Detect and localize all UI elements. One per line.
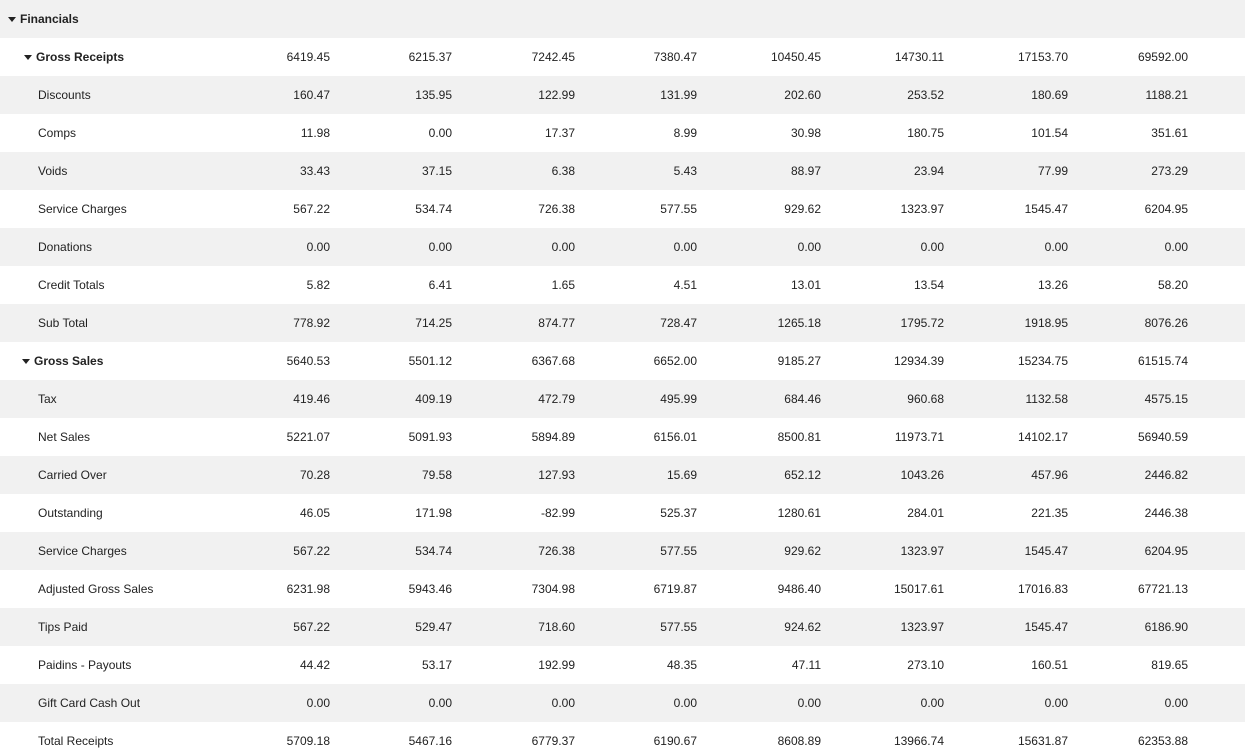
row-label-text: Gift Card Cash Out bbox=[38, 696, 141, 710]
total-cell: 2446.38 bbox=[1144, 506, 1188, 520]
row-label bbox=[38, 380, 57, 418]
total-cell: 56940.59 bbox=[1137, 430, 1188, 444]
value-cell: 70.28 bbox=[299, 468, 330, 482]
value-cell: 17.37 bbox=[544, 126, 575, 140]
row-label-text: Adjusted Gross Sales bbox=[38, 582, 154, 596]
value-cell: 171.98 bbox=[415, 506, 452, 520]
value-cell: 10450.45 bbox=[770, 50, 821, 64]
value-cell: 0.00 bbox=[428, 240, 452, 254]
value-cell: 1918.95 bbox=[1024, 316, 1068, 330]
value-cell: 11.98 bbox=[300, 126, 330, 140]
value-cell: 13.54 bbox=[913, 278, 944, 292]
value-cell: 8500.81 bbox=[777, 430, 821, 444]
value-cell: 728.47 bbox=[660, 316, 697, 330]
table-row-outstanding bbox=[0, 494, 1245, 532]
value-cell: 160.51 bbox=[1031, 658, 1068, 672]
value-cell: 13.01 bbox=[790, 278, 821, 292]
value-cell: 30.98 bbox=[790, 126, 821, 140]
value-cell: 718.60 bbox=[538, 620, 575, 634]
row-label-text: Comps bbox=[38, 126, 77, 140]
value-cell: 0.00 bbox=[551, 696, 575, 710]
value-cell: 6231.98 bbox=[286, 582, 330, 596]
total-cell: 4575.15 bbox=[1144, 392, 1188, 406]
total-cell: 0.00 bbox=[1164, 696, 1188, 710]
value-cell: 1323.97 bbox=[900, 202, 944, 216]
value-cell: 44.42 bbox=[299, 658, 330, 672]
value-cell: 0.00 bbox=[797, 696, 821, 710]
value-cell: 33.43 bbox=[299, 164, 330, 178]
value-cell: 6367.68 bbox=[531, 354, 575, 368]
value-cell: 14730.11 bbox=[894, 50, 944, 64]
value-cell: 88.97 bbox=[790, 164, 821, 178]
value-cell: 37.15 bbox=[421, 164, 452, 178]
value-cell: 1545.47 bbox=[1024, 544, 1068, 558]
row-label-text: Total Receipts bbox=[38, 734, 114, 748]
total-cell: 351.61 bbox=[1151, 126, 1188, 140]
total-cell: 6204.95 bbox=[1144, 544, 1188, 558]
row-label bbox=[38, 456, 107, 494]
total-cell: 6204.95 bbox=[1144, 202, 1188, 216]
value-cell: 47.11 bbox=[791, 658, 821, 672]
value-cell: 180.75 bbox=[907, 126, 944, 140]
value-cell: 17016.83 bbox=[1017, 582, 1068, 596]
value-cell: 684.46 bbox=[784, 392, 821, 406]
row-label-text: Outstanding bbox=[38, 506, 103, 520]
section-title: Financials bbox=[20, 12, 79, 26]
value-cell: 9486.40 bbox=[777, 582, 821, 596]
value-cell: 6779.37 bbox=[531, 734, 575, 748]
value-cell: 929.62 bbox=[784, 544, 821, 558]
value-cell: 0.00 bbox=[551, 240, 575, 254]
value-cell: 0.00 bbox=[306, 696, 330, 710]
row-label bbox=[38, 114, 76, 152]
table-row-donations bbox=[0, 228, 1245, 266]
value-cell: 924.62 bbox=[784, 620, 821, 634]
value-cell: 127.93 bbox=[538, 468, 575, 482]
value-cell: 7380.47 bbox=[653, 50, 697, 64]
value-cell: 714.25 bbox=[415, 316, 452, 330]
row-label bbox=[38, 684, 140, 722]
value-cell: 726.38 bbox=[538, 544, 575, 558]
value-cell: 1043.26 bbox=[900, 468, 944, 482]
value-cell: 577.55 bbox=[660, 620, 697, 634]
value-cell: 192.99 bbox=[538, 658, 575, 672]
value-cell: 409.19 bbox=[415, 392, 452, 406]
table-row-paidins-payouts bbox=[0, 646, 1245, 684]
table-row-total-receipts bbox=[0, 722, 1245, 751]
value-cell: 567.22 bbox=[293, 202, 330, 216]
row-label[interactable] bbox=[24, 38, 124, 76]
value-cell: 8.99 bbox=[673, 126, 697, 140]
value-cell: 180.69 bbox=[1031, 88, 1068, 102]
table-row-credit-totals bbox=[0, 266, 1245, 304]
table-row-discounts bbox=[0, 76, 1245, 114]
row-label bbox=[38, 190, 127, 228]
value-cell: 284.01 bbox=[907, 506, 944, 520]
value-cell: 1545.47 bbox=[1024, 620, 1068, 634]
value-cell: 534.74 bbox=[415, 202, 452, 216]
value-cell: 1323.97 bbox=[900, 544, 944, 558]
table-row-comps bbox=[0, 114, 1245, 152]
value-cell: 13966.74 bbox=[893, 734, 944, 748]
value-cell: -82.99 bbox=[540, 506, 575, 520]
value-cell: 525.37 bbox=[660, 506, 697, 520]
row-label-text: Tax bbox=[38, 392, 57, 406]
row-label-text: Paidins - Payouts bbox=[38, 658, 132, 672]
value-cell: 15.69 bbox=[666, 468, 697, 482]
total-cell: 8076.26 bbox=[1144, 316, 1188, 330]
caret-down-icon[interactable] bbox=[24, 55, 32, 60]
value-cell: 567.22 bbox=[293, 620, 330, 634]
value-cell: 5091.93 bbox=[408, 430, 452, 444]
row-label bbox=[38, 494, 103, 532]
caret-down-icon[interactable] bbox=[22, 359, 30, 364]
value-cell: 577.55 bbox=[660, 202, 697, 216]
value-cell: 726.38 bbox=[538, 202, 575, 216]
value-cell: 0.00 bbox=[428, 696, 452, 710]
value-cell: 221.35 bbox=[1031, 506, 1068, 520]
row-label-text: Credit Totals bbox=[38, 278, 105, 292]
table-row-tax bbox=[0, 380, 1245, 418]
value-cell: 273.10 bbox=[907, 658, 944, 672]
value-cell: 5640.53 bbox=[286, 354, 330, 368]
value-cell: 1265.18 bbox=[777, 316, 821, 330]
table-row-adjusted-gross-sales bbox=[0, 570, 1245, 608]
row-label-text: Discounts bbox=[38, 88, 91, 102]
row-label bbox=[38, 418, 90, 456]
value-cell: 6.41 bbox=[428, 278, 452, 292]
table-row-voids bbox=[0, 152, 1245, 190]
value-cell: 0.00 bbox=[306, 240, 330, 254]
value-cell: 1280.61 bbox=[777, 506, 821, 520]
total-cell: 67721.13 bbox=[1137, 582, 1188, 596]
table-row-gift-card-cash-out bbox=[0, 684, 1245, 722]
value-cell: 14102.17 bbox=[1017, 430, 1068, 444]
value-cell: 6652.00 bbox=[653, 354, 697, 368]
value-cell: 960.68 bbox=[907, 392, 944, 406]
value-cell: 0.00 bbox=[920, 696, 944, 710]
total-cell: 6186.90 bbox=[1144, 620, 1188, 634]
value-cell: 5501.12 bbox=[408, 354, 452, 368]
row-label-text: Service Charges bbox=[38, 544, 127, 558]
value-cell: 160.47 bbox=[293, 88, 330, 102]
value-cell: 131.99 bbox=[660, 88, 697, 102]
value-cell: 495.99 bbox=[660, 392, 697, 406]
value-cell: 1.65 bbox=[551, 278, 575, 292]
value-cell: 135.95 bbox=[415, 88, 452, 102]
value-cell: 77.99 bbox=[1037, 164, 1068, 178]
value-cell: 15631.87 bbox=[1017, 734, 1068, 748]
value-cell: 12934.39 bbox=[893, 354, 944, 368]
value-cell: 1323.97 bbox=[900, 620, 944, 634]
value-cell: 5.82 bbox=[306, 278, 330, 292]
row-label-text: Gross Receipts bbox=[36, 50, 125, 64]
value-cell: 534.74 bbox=[415, 544, 452, 558]
row-label bbox=[38, 304, 88, 342]
row-label bbox=[38, 570, 153, 608]
table-row-service-charges bbox=[0, 532, 1245, 570]
value-cell: 472.79 bbox=[538, 392, 575, 406]
value-cell: 529.47 bbox=[415, 620, 452, 634]
value-cell: 0.00 bbox=[797, 240, 821, 254]
value-cell: 9185.27 bbox=[777, 354, 821, 368]
value-cell: 101.54 bbox=[1031, 126, 1068, 140]
value-cell: 202.60 bbox=[784, 88, 821, 102]
value-cell: 567.22 bbox=[293, 544, 330, 558]
value-cell: 23.94 bbox=[913, 164, 944, 178]
total-cell: 61515.74 bbox=[1137, 354, 1188, 368]
row-label-text: Net Sales bbox=[38, 430, 91, 444]
row-label bbox=[38, 722, 113, 751]
row-label bbox=[38, 266, 104, 304]
value-cell: 5467.16 bbox=[408, 734, 452, 748]
value-cell: 5221.07 bbox=[286, 430, 330, 444]
row-label bbox=[38, 608, 88, 646]
value-cell: 1795.72 bbox=[900, 316, 944, 330]
row-label bbox=[38, 646, 131, 684]
value-cell: 13.26 bbox=[1037, 278, 1068, 292]
row-label bbox=[38, 228, 92, 266]
row-label-text: Tips Paid bbox=[38, 620, 88, 634]
value-cell: 122.99 bbox=[538, 88, 575, 102]
value-cell: 652.12 bbox=[784, 468, 821, 482]
table-row-service-charges bbox=[0, 190, 1245, 228]
value-cell: 5943.46 bbox=[408, 582, 452, 596]
value-cell: 457.96 bbox=[1031, 468, 1068, 482]
value-cell: 5894.89 bbox=[531, 430, 575, 444]
table-row-carried-over bbox=[0, 456, 1245, 494]
value-cell: 6190.67 bbox=[653, 734, 697, 748]
value-cell: 1545.47 bbox=[1024, 202, 1068, 216]
table-row-gross-sales[interactable] bbox=[0, 342, 1245, 380]
value-cell: 5.43 bbox=[673, 164, 697, 178]
row-label bbox=[38, 152, 67, 190]
total-cell: 69592.00 bbox=[1137, 50, 1188, 64]
total-cell: 62353.88 bbox=[1137, 734, 1188, 748]
section-header-financials[interactable] bbox=[0, 0, 1245, 38]
value-cell: 419.46 bbox=[293, 392, 330, 406]
value-cell: 48.35 bbox=[666, 658, 697, 672]
row-label-text: Service Charges bbox=[38, 202, 127, 216]
value-cell: 7242.45 bbox=[531, 50, 575, 64]
table-row-sub-total bbox=[0, 304, 1245, 342]
value-cell: 778.92 bbox=[293, 316, 330, 330]
value-cell: 11973.71 bbox=[894, 430, 944, 444]
row-label-text: Sub Total bbox=[38, 316, 88, 330]
total-cell: 273.29 bbox=[1151, 164, 1188, 178]
value-cell: 253.52 bbox=[907, 88, 944, 102]
value-cell: 0.00 bbox=[428, 126, 452, 140]
row-label[interactable] bbox=[22, 342, 103, 380]
value-cell: 17153.70 bbox=[1017, 50, 1068, 64]
value-cell: 577.55 bbox=[660, 544, 697, 558]
section-header-label[interactable] bbox=[8, 0, 79, 38]
total-cell: 2446.82 bbox=[1144, 468, 1188, 482]
value-cell: 46.05 bbox=[299, 506, 330, 520]
value-cell: 0.00 bbox=[673, 240, 697, 254]
row-label bbox=[38, 76, 91, 114]
row-label-text: Voids bbox=[38, 164, 68, 178]
value-cell: 4.51 bbox=[673, 278, 697, 292]
table-row-tips-paid bbox=[0, 608, 1245, 646]
total-cell: 1188.21 bbox=[1145, 88, 1188, 102]
value-cell: 8608.89 bbox=[777, 734, 821, 748]
value-cell: 874.77 bbox=[538, 316, 575, 330]
table-row-gross-receipts[interactable] bbox=[0, 38, 1245, 76]
value-cell: 15017.61 bbox=[893, 582, 944, 596]
table-row-net-sales bbox=[0, 418, 1245, 456]
value-cell: 0.00 bbox=[1044, 240, 1068, 254]
total-cell: 58.20 bbox=[1157, 278, 1188, 292]
row-label-text: Carried Over bbox=[38, 468, 107, 482]
value-cell: 53.17 bbox=[421, 658, 452, 672]
total-cell: 819.65 bbox=[1151, 658, 1188, 672]
caret-down-icon[interactable] bbox=[8, 17, 16, 22]
value-cell: 1132.58 bbox=[1025, 392, 1068, 406]
value-cell: 929.62 bbox=[784, 202, 821, 216]
value-cell: 0.00 bbox=[1044, 696, 1068, 710]
value-cell: 5709.18 bbox=[286, 734, 330, 748]
value-cell: 6215.37 bbox=[408, 50, 452, 64]
value-cell: 6419.45 bbox=[286, 50, 330, 64]
value-cell: 0.00 bbox=[673, 696, 697, 710]
row-label-text: Donations bbox=[38, 240, 93, 254]
value-cell: 0.00 bbox=[920, 240, 944, 254]
value-cell: 6719.87 bbox=[653, 582, 697, 596]
value-cell: 7304.98 bbox=[531, 582, 575, 596]
value-cell: 6156.01 bbox=[653, 430, 697, 444]
row-label bbox=[38, 532, 127, 570]
total-cell: 0.00 bbox=[1164, 240, 1188, 254]
value-cell: 6.38 bbox=[551, 164, 575, 178]
value-cell: 79.58 bbox=[421, 468, 452, 482]
row-label-text: Gross Sales bbox=[34, 354, 104, 368]
value-cell: 15234.75 bbox=[1017, 354, 1068, 368]
